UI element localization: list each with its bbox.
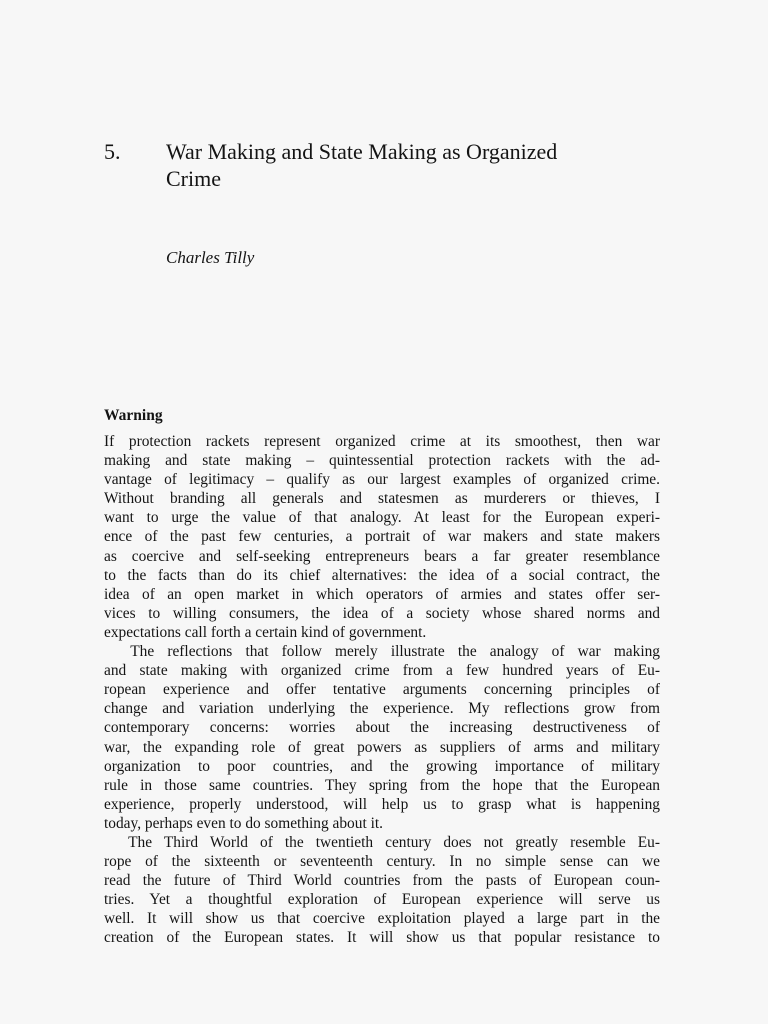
text-line: rope of the sixteenth or seventeenth century. In no simple sense can we [104, 853, 660, 871]
text-line: vices to willing consumers, the idea of a society whose shared norms and [104, 604, 660, 622]
text-line: creation of the European states. It will show us that popular resistance to [104, 929, 660, 947]
text-line: Without branding all generals and statesmen as murderers or thieves, I [104, 490, 660, 508]
text-line: If protection rackets represent organized crime at its smoothest, then war [104, 433, 660, 450]
text-line: tries. Yet a thoughtful exploration of European experience will serve us [104, 891, 660, 909]
text-line: well. It will show us that coercive exploitation played a large part in the [104, 910, 660, 928]
text-line: war, the expanding role of great powers as suppliers of arms and military [104, 738, 660, 756]
text-line: want to urge the value of that analogy. At least for the European experi- [104, 509, 660, 527]
text-line: idea of an open market in which operators of armies and states offer ser- [104, 585, 660, 603]
body-text [104, 432, 660, 948]
text-line: making and state making – quintessential protection rackets with the ad- [104, 452, 660, 470]
chapter-title-line: War Making and State Making as Organized [166, 139, 558, 164]
text-line: ence of the past few centuries, a portrait of war makers and state makers [104, 528, 660, 546]
paragraph [104, 642, 660, 833]
chapter-title [166, 138, 666, 192]
author-name: Charles Tilly [166, 248, 255, 267]
paragraph [104, 432, 660, 642]
text-line: read the future of Third World countries from the pasts of European coun- [104, 872, 660, 890]
paragraph [104, 833, 660, 948]
text-line: and state making with organized crime from a few hundred years of Eu- [104, 662, 660, 680]
section-heading: Warning [104, 407, 163, 424]
text-line: expectations call forth a certain kind of government. [104, 623, 427, 641]
text-line: experience, properly understood, will help us to grasp what is happening [104, 795, 660, 813]
text-line: ropean experience and offer tentative arguments concerning principles of [104, 681, 660, 699]
text-line: change and variation underlying the experience. My reflections grow from [104, 700, 660, 718]
text-line: contemporary concerns: worries about the increasing destructiveness of [104, 719, 660, 737]
text-line: as coercive and self-seeking entrepreneurs bears a far greater resemblance [104, 547, 660, 565]
text-line: The Third World of the twentieth century does not greatly resemble Eu- [104, 833, 660, 851]
text-line: organization to poor countries, and the growing importance of military [104, 757, 660, 775]
text-line: The reflections that follow merely illustrate the analogy of war making [104, 643, 660, 661]
chapter-title-line: Crime [166, 166, 221, 191]
text-line: to the facts than do its chief alternatives: the idea of a social contract, the [104, 566, 660, 584]
text-line: rule in those same countries. They spring from the hope that the European [104, 776, 660, 794]
chapter-number: 5. [104, 139, 121, 164]
text-line: today, perhaps even to do something about it. [104, 814, 383, 832]
text-line: vantage of legitimacy – qualify as our largest examples of organized crime. [104, 471, 660, 489]
